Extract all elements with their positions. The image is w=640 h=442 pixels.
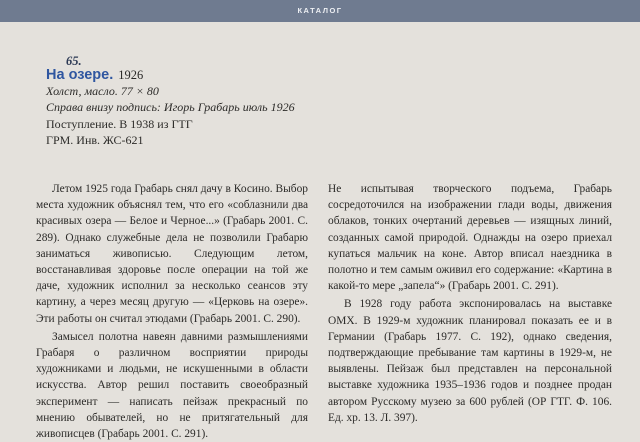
artwork-medium: Холст, масло. 77 × 80 bbox=[46, 84, 159, 98]
body-paragraph: В 1928 году работа экспонировалась на выставке ОМХ. В 1929-м художник планировал показать ее и в Германии (Грабарь 1977. С. 192), однако сведения, подтверждающие пребывание там картины в 1929-м, не выявлены. Пейзаж был представлен на персональной выставке художника 1935–1936 годов и позднее продан автором Русскому музею за 600 рублей (ОР ГТГ. Ф. 106. Ед. хр. 13. Л. 397). bbox=[328, 298, 612, 424]
artwork-inventory: ГРМ. Инв. ЖС-621 bbox=[46, 133, 144, 147]
body-paragraph: Не испытывая творческого подъема, Грабарь сосредоточился на изображении глади воды, движения облаков, тонких очертаний деревьев — изящных линий, созданных самой природой. Однажды на озеро приехал купаться мальчик на коне. Автор вписал наездника в полотно и тем самым оживил его содержание: «Картина в какой-то мере „запела“» (Грабарь 2001. С. 291). bbox=[328, 183, 612, 293]
section-header: КАТАЛОГ bbox=[297, 6, 343, 15]
artwork-signature: Справа внизу подпись: Игорь Грабарь июль 1926 bbox=[46, 100, 295, 114]
body-paragraph: Летом 1925 года Грабарь снял дачу в Косино. Выбор места художник объяснял тем, что его «соблазнили два красивых озера — Белое и Черное...» (Грабарь 2001. С. 289). Однако служебные дела не позволили Грабарю заниматься живописью. Следующим летом, восстанавливая здоровье после операции на той же даче, художник исполнил за несколько сеансов эту картину, а через месяц другую — «Церковь на озере». Эти работы он считал этюдами (Грабарь 2001. С. 290). bbox=[36, 183, 308, 325]
text-column-left bbox=[36, 181, 308, 442]
artwork-title-line bbox=[46, 67, 143, 83]
catalog-entry-number: 65. bbox=[66, 54, 82, 68]
artwork-title: На озере. bbox=[46, 67, 114, 83]
artwork-acquisition: Поступление. В 1938 из ГТГ bbox=[46, 117, 193, 131]
text-column-right bbox=[328, 181, 612, 426]
artwork-year: 1926 bbox=[118, 68, 144, 82]
body-paragraph: Замысел полотна навеян давними размышлениями Грабаря о различном восприятии природы художниками и людьми, не искушенными в области искусства. Автор решил поставить своеобразный эксперимент — написать пейзаж прекрасный по мнению обывателей, но не притягательный для живописцев (Грабарь 2001. С. 291). bbox=[36, 330, 308, 441]
